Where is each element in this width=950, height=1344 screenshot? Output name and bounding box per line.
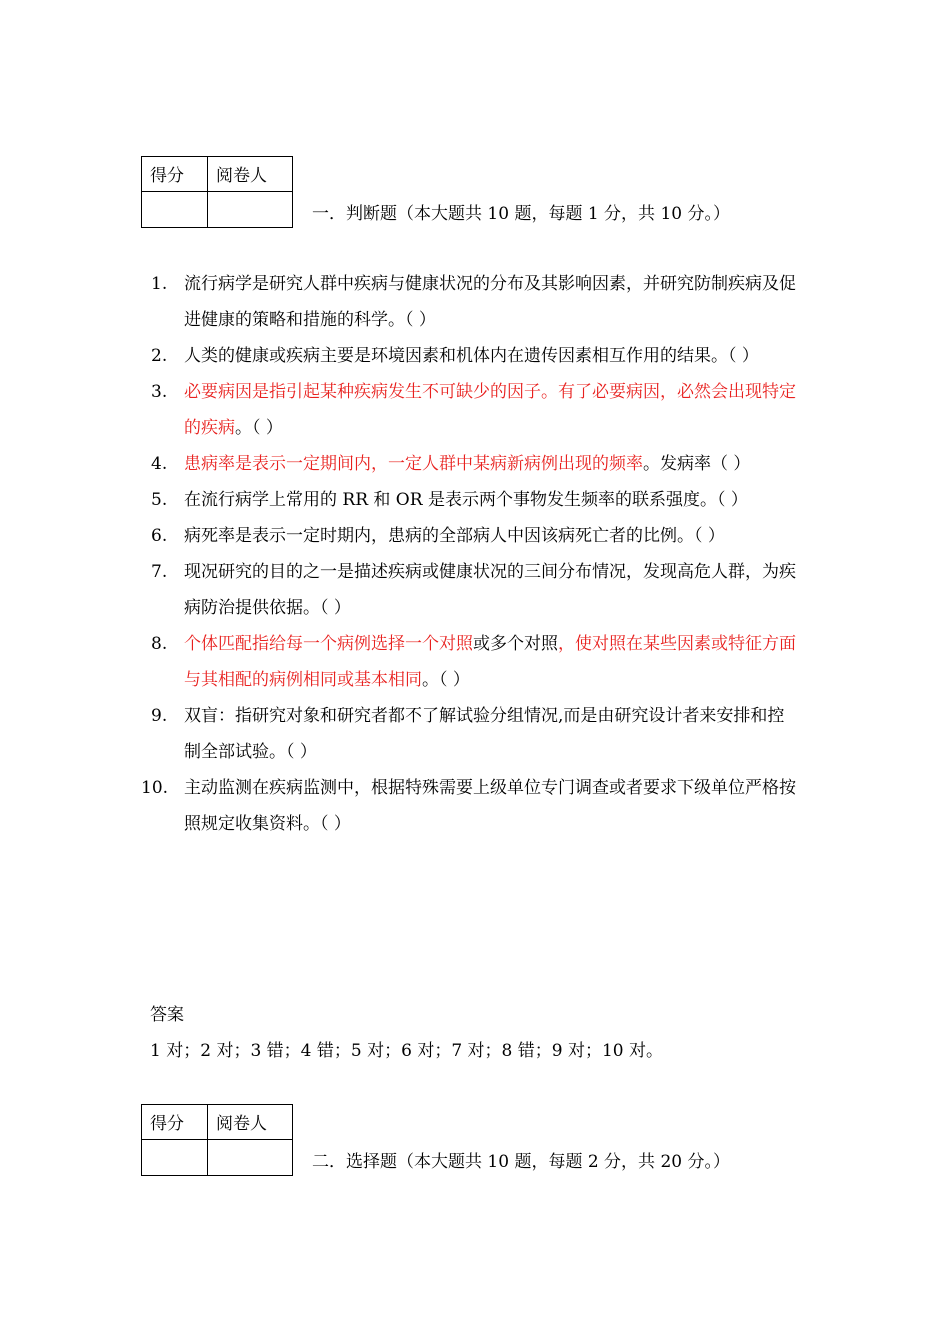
section2-title: 二．选择题（本大题共 10 题，每题 2 分，共 20 分。）	[312, 1152, 731, 1172]
question-text: 现况研究的目的之一是描述疾病或健康状况的三间分布情况，发现高危人群，为疾病防治提供依据。（ ）	[184, 562, 796, 618]
question-item	[141, 626, 801, 698]
question-number: 1.	[151, 274, 168, 294]
question-text: 。（ ）	[422, 670, 470, 690]
question-number: 4.	[151, 454, 168, 474]
score-header: 得分	[142, 1105, 208, 1140]
question-number: 7.	[151, 562, 168, 582]
question-item	[141, 374, 801, 446]
question-list	[141, 266, 801, 842]
score-table-section2	[141, 1104, 293, 1176]
question-item	[141, 446, 801, 482]
question-item	[141, 266, 801, 338]
answer-text: 1 对；2 对；3 错；4 错；5 对；6 对；7 对；8 错；9 对；10 对。	[150, 1041, 664, 1061]
score-cell	[142, 192, 208, 228]
question-text: 。（ ）	[235, 418, 283, 438]
reviewer-header: 阅卷人	[208, 1105, 293, 1140]
question-text: 人类的健康或疾病主要是环境因素和机体内在遗传因素相互作用的结果。（ ）	[184, 346, 759, 366]
question-number: 5.	[151, 490, 168, 510]
question-text: 双盲：指研究对象和研究者都不了解试验分组情况,而是由研究设计者来安排和控制全部试验。（ ）	[184, 706, 785, 762]
score-table-section1	[141, 156, 293, 228]
question-number: 8.	[151, 634, 168, 654]
question-text-highlighted: 患病率是表示一定期间内，一定人群中某病新病例出现的频率	[184, 454, 643, 474]
question-number: 2.	[151, 346, 168, 366]
question-number: 6.	[151, 526, 168, 546]
reviewer-cell	[208, 1140, 293, 1176]
question-item	[141, 338, 801, 374]
question-item	[141, 482, 801, 518]
question-text: 在流行病学上常用的 RR 和 OR 是表示两个事物发生频率的联系强度。（ ）	[184, 490, 748, 510]
question-text: 或多个对照	[473, 634, 558, 654]
question-text: 主动监测在疾病监测中，根据特殊需要上级单位专门调查或者要求下级单位严格按照规定收集资料。（ ）	[184, 778, 796, 834]
score-cell	[142, 1140, 208, 1176]
question-item	[141, 770, 801, 842]
question-item	[141, 698, 801, 770]
question-text: 流行病学是研究人群中疾病与健康状况的分布及其影响因素，并研究防制疾病及促进健康的策略和措施的科学。（ ）	[184, 274, 796, 330]
question-number: 10.	[141, 778, 169, 798]
reviewer-cell	[208, 192, 293, 228]
score-header: 得分	[142, 157, 208, 192]
reviewer-header: 阅卷人	[208, 157, 293, 192]
question-text: 病死率是表示一定时期内，患病的全部病人中因该病死亡者的比例。（ ）	[184, 526, 725, 546]
question-text-highlighted: 必要病因是指引起某种疾病发生不可缺少的因子。有了必要病因，必然会出现特定的疾病	[184, 382, 796, 438]
question-text: 。发病率（ ）	[643, 454, 751, 474]
question-number: 9.	[151, 706, 168, 726]
question-text-highlighted: ，使对照在某些因素或特征方面与其相配的病例相同或基本相同	[184, 634, 796, 690]
question-number: 3.	[151, 382, 168, 402]
question-item	[141, 554, 801, 626]
question-text-highlighted: 个体匹配指给每一个病例选择一个对照	[184, 634, 473, 654]
section1-title: 一．判断题（本大题共 10 题，每题 1 分，共 10 分。）	[312, 204, 731, 224]
question-item	[141, 518, 801, 554]
answer-label: 答案	[150, 1005, 184, 1025]
